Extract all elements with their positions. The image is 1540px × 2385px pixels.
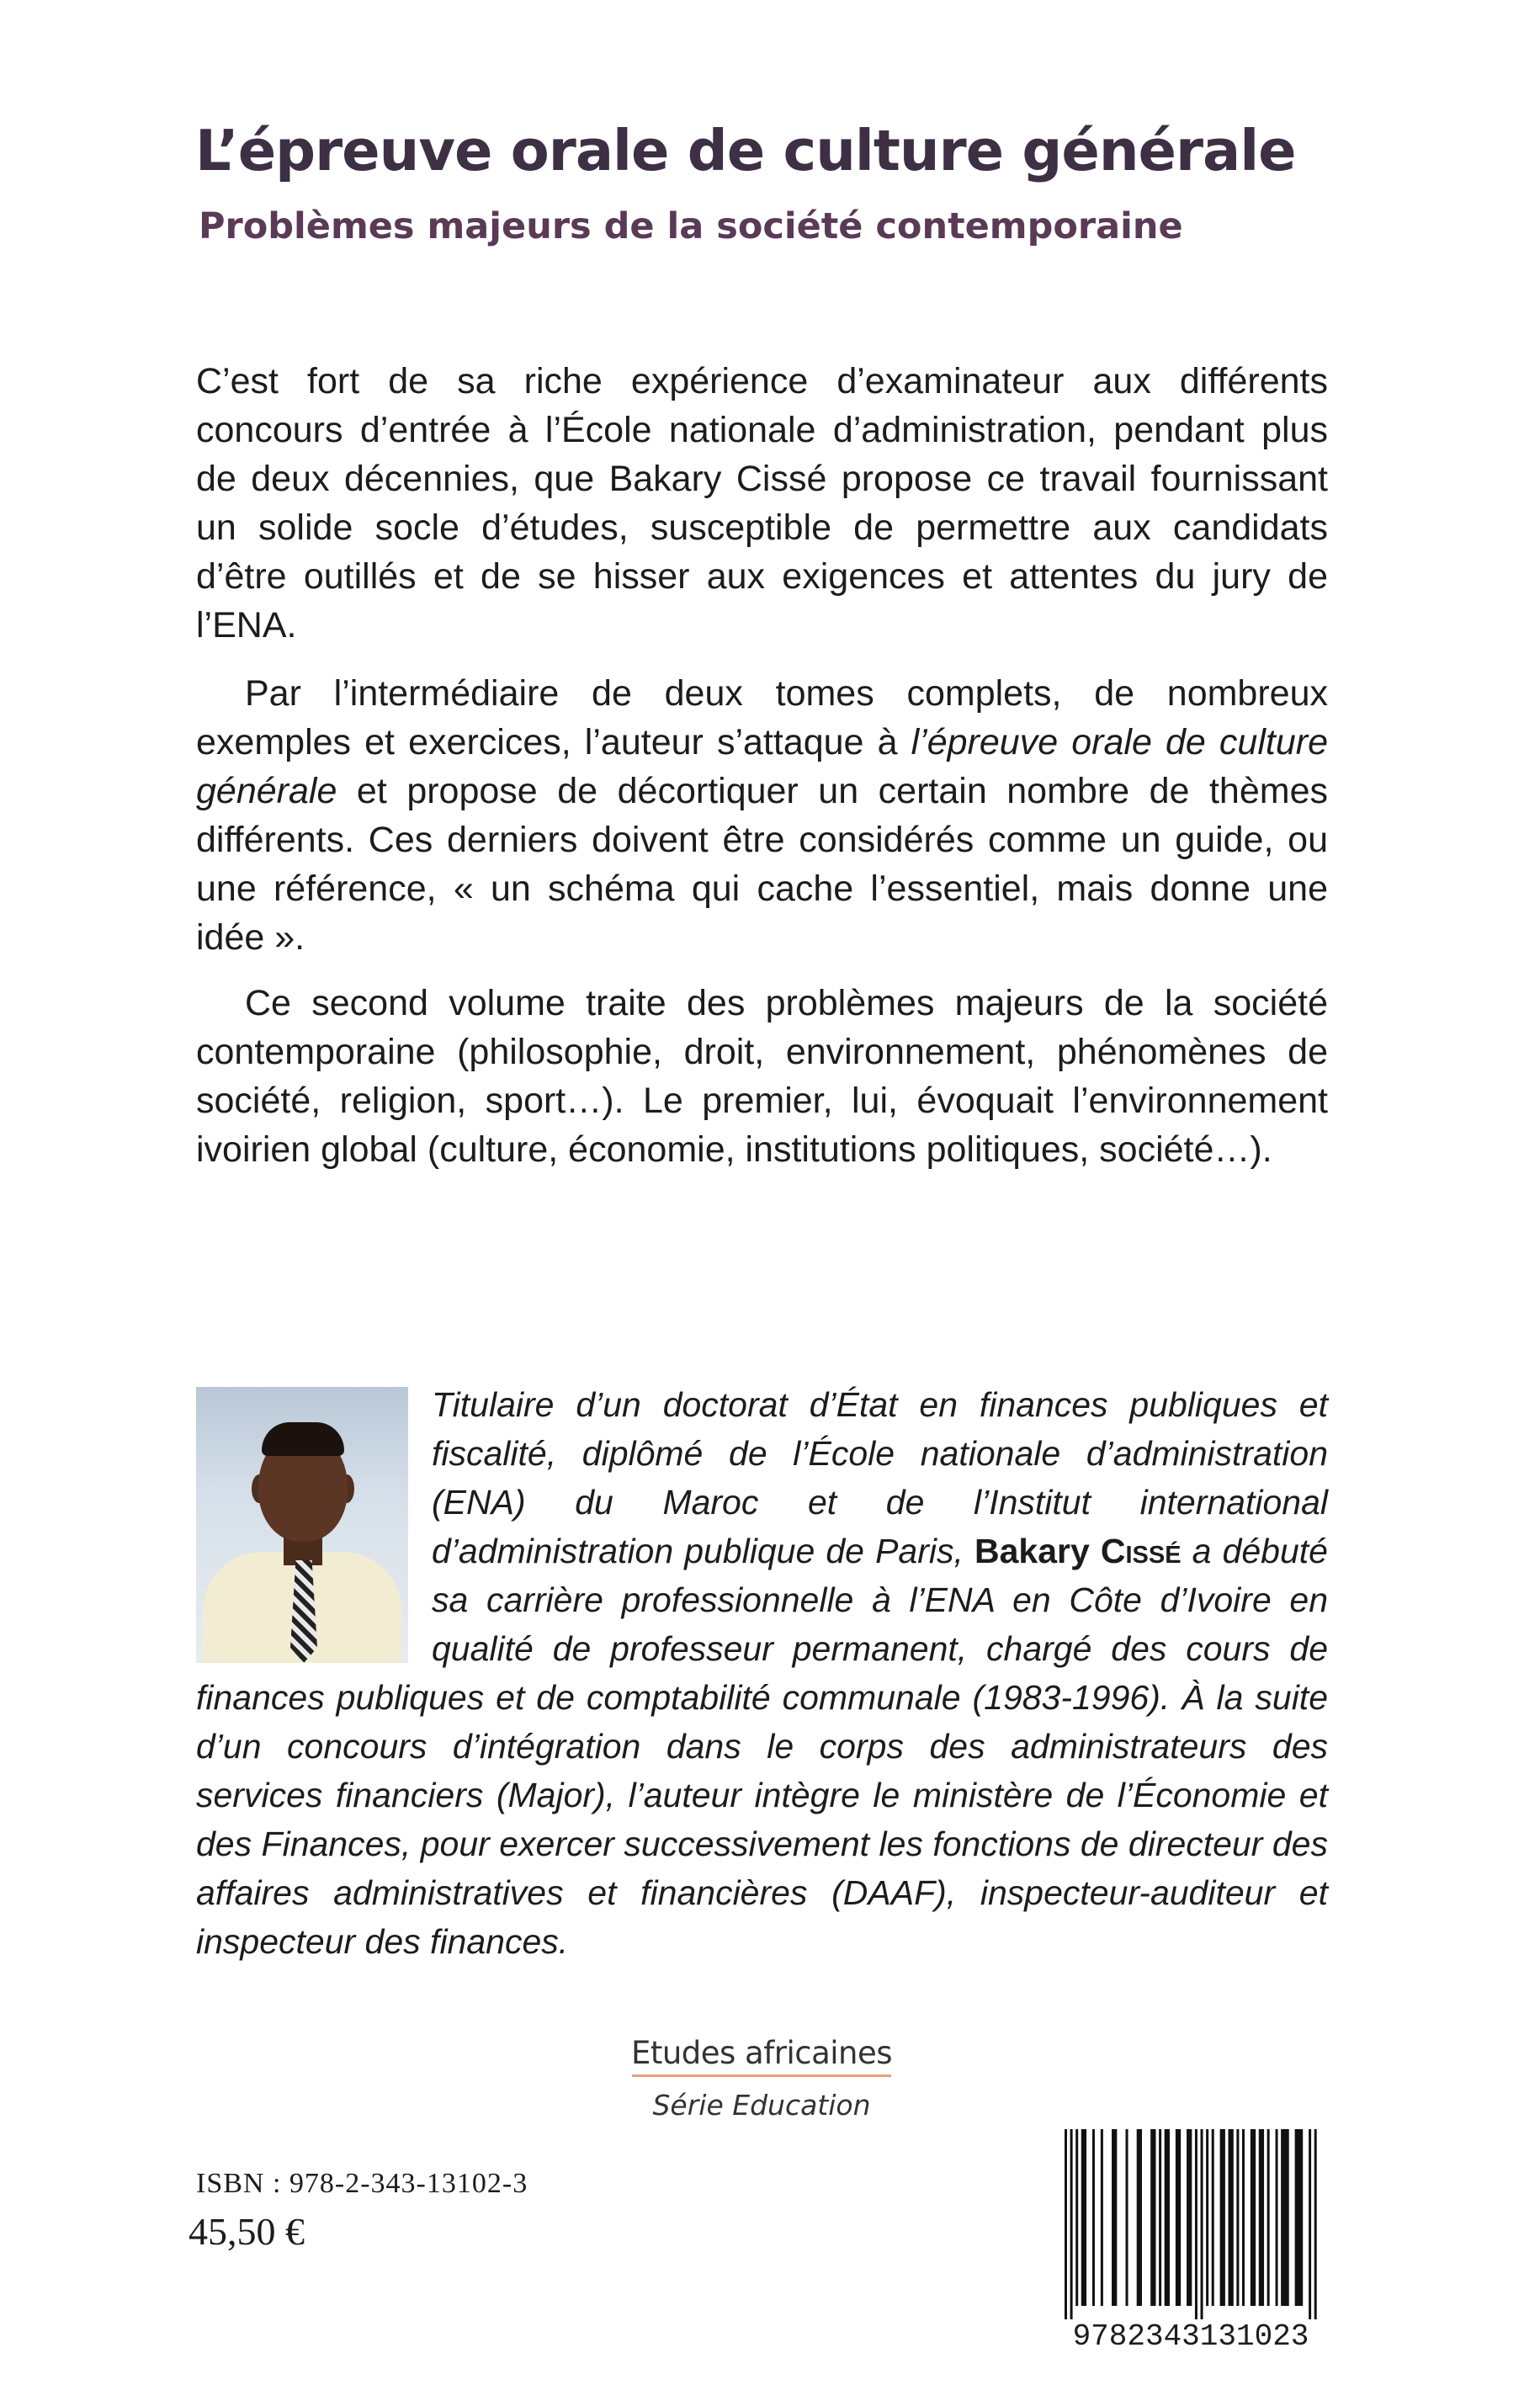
author-last-name: Cissé — [1100, 1532, 1182, 1570]
barcode-bar — [1195, 2129, 1197, 2319]
barcode-bar — [1112, 2129, 1117, 2306]
series-logo — [627, 2035, 896, 2122]
series-subtitle: Série Education — [652, 2089, 871, 2122]
summary-paragraph-2 — [196, 669, 1328, 962]
barcode-bar — [1070, 2129, 1073, 2319]
barcode-bar — [1220, 2129, 1225, 2306]
barcode-bar — [1314, 2129, 1317, 2319]
series-name: Etudes africaines — [630, 2035, 893, 2071]
barcode-bar — [1309, 2129, 1311, 2319]
author-bio-start: Titulaire d’un doctorat d’État en finances publiques et fiscalité, diplômé de l’École nationale d’administration (ENA) du Maroc et de l’Institut international d’administration publique de Paris, — [432, 1385, 1328, 1570]
barcode-bar — [1187, 2129, 1192, 2306]
barcode-bar — [1295, 2129, 1304, 2306]
barcode-bar — [1276, 2129, 1278, 2306]
barcode — [1056, 2129, 1325, 2356]
summary-paragraph-2-italic: l’épreuve orale de culture générale — [196, 722, 1328, 811]
barcode-bar — [1229, 2129, 1234, 2306]
barcode-bar — [1092, 2129, 1095, 2306]
author-bio-end: a débuté sa carrière professionnelle à l’ENA en Côte d’Ivoire en qualité de professeur permanent, chargé des cours de finances publiques et de comptabilité communale (1983-1996). À la suite d’un concours d’intégration dans le corps des administrateurs des services financiers (Major), l’auteur intègre le ministère de l’Économie et des Finances, pour exercer successivement les fonctions de directeur des affaires administratives et financières (DAAF), inspecteur-auditeur et inspecteur des finances. — [196, 1532, 1328, 1961]
barcode-bar — [1212, 2129, 1214, 2306]
series-divider — [632, 2074, 891, 2077]
barcode-bar — [1251, 2129, 1256, 2306]
author-first-name: Bakary — [974, 1532, 1090, 1570]
barcode-bar — [1165, 2129, 1170, 2306]
barcode-bar — [1267, 2129, 1270, 2306]
summary-paragraph-2-end: et propose de décortiquer un certain nombre de thèmes différents. Ces derniers doivent être considérés comme un guide, ou une référence, « un schéma qui cache l’essentiel, mais donne une idée ». — [196, 771, 1328, 958]
author-photo — [196, 1387, 408, 1663]
summary-paragraph-2-start: Par l’intermédiaire de deux tomes complets, de nombreux exemples et exercices, l’auteur s’attaque à — [196, 673, 1328, 762]
barcode-bar — [1150, 2129, 1155, 2306]
summary-paragraph-1: C’est fort de sa riche expérience d’examinateur aux différents concours d’entrée à l’École nationale d’administration, pendant plus de deux décennies, que Bakary Cissé propose ce travail fournissant un solide socle d’études, susceptible de permettre aux candidats d’être outillés et de se hisser aux exigences et attentes du jury de l’ENA. — [196, 361, 1328, 645]
barcode-bar — [1206, 2129, 1208, 2306]
barcode-bar — [1101, 2129, 1103, 2306]
price: 45,50 € — [189, 2210, 305, 2253]
author-bio — [196, 1380, 1328, 1966]
barcode-bar — [1065, 2129, 1067, 2319]
barcode-bar — [1201, 2129, 1203, 2319]
barcode-bar — [1137, 2129, 1142, 2306]
book-subtitle: Problèmes majeurs de la société contemporaine — [199, 205, 1183, 247]
barcode-bar — [1236, 2129, 1239, 2306]
barcode-bar — [1075, 2129, 1078, 2306]
book-title: L’épreuve orale de culture générale — [195, 118, 1296, 183]
summary-paragraph-3: Ce second volume traite des problèmes majeurs de la société contemporaine (philosophie, droit, environnement, phénomènes de société, religion, sport…). Le premier, lui, évoquait l’environnement ivoirien global (culture, économie, institutions politiques, société…). — [196, 983, 1328, 1170]
barcode-bar — [1159, 2129, 1161, 2306]
barcode-bar — [1242, 2129, 1245, 2306]
barcode-digits: 9782343131023 — [1072, 2319, 1309, 2354]
barcode-bar — [1081, 2129, 1086, 2306]
barcode-bar — [1259, 2129, 1264, 2306]
barcode-bar — [1176, 2129, 1181, 2306]
isbn: ISBN : 978-2-343-13102-3 — [196, 2168, 528, 2199]
barcode-bar — [1126, 2129, 1128, 2306]
barcode-bar — [1281, 2129, 1289, 2306]
barcode-bars — [1056, 2129, 1325, 2319]
